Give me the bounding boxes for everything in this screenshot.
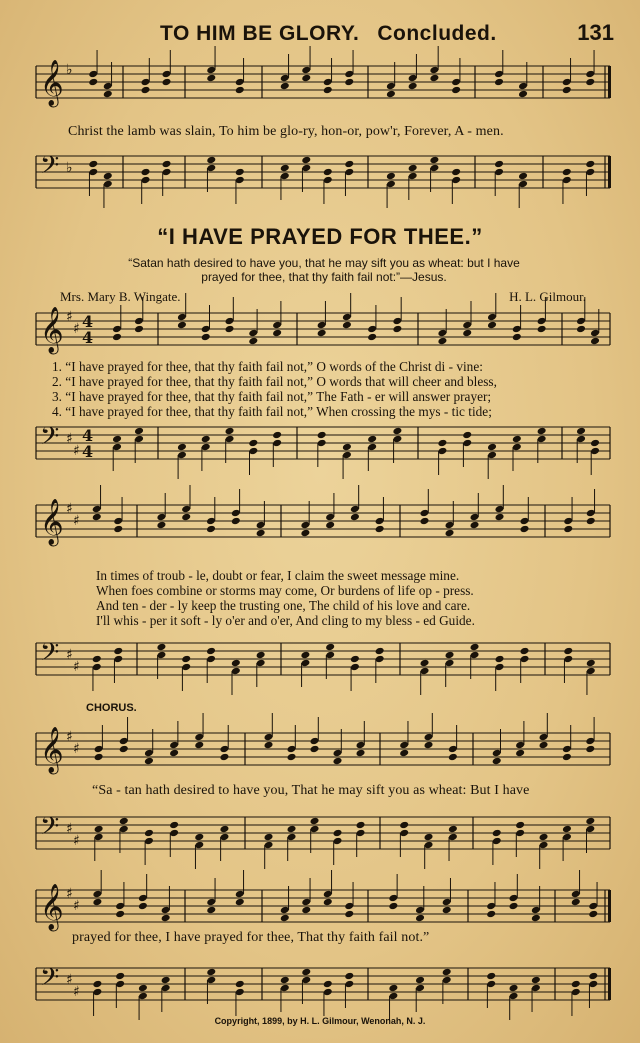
key-signature-icon: ♯	[73, 833, 80, 849]
verse-4-line-b: I'll whis - per it soft - ly o'er and o'er, And cling to my bless - ed Guide.	[96, 613, 475, 628]
page-number: 131	[577, 20, 614, 45]
copyright-notice: Copyright, 1899, by H. L. Gilmour, Wenonah, N. J.	[214, 1016, 426, 1026]
time-signature-icon: 4	[82, 442, 94, 461]
key-signature-icon: ♯	[73, 321, 80, 337]
treble-clef-icon: 𝄞	[40, 60, 64, 106]
epigraph-line-2: prayed for thee, that thy faith fail not:”—Jesus.	[201, 270, 447, 284]
running-subtitle: Concluded.	[377, 22, 497, 45]
bass-clef-icon: 𝄢	[40, 151, 60, 186]
key-signature-icon: ♯	[66, 647, 73, 663]
treble-clef-icon: 𝄞	[40, 499, 64, 545]
concluded-lyric: Christ the lamb was slain, To him be glo-ry, hon-or, pow'r, Forever, A - men.	[68, 124, 504, 139]
notehead-icon	[138, 984, 148, 993]
notehead-icon	[442, 968, 452, 977]
epigraph-line-1: “Satan hath desired to have you, that he may sift you as wheat: but I have	[128, 256, 520, 270]
notehead-icon	[161, 976, 171, 985]
chorus-label: CHORUS.	[86, 702, 137, 714]
key-signature-icon: ♯	[66, 729, 73, 745]
notehead-icon	[588, 972, 598, 981]
composer-credit: H. L. Gilmour.	[509, 289, 586, 304]
bass-clef-icon: 𝄢	[40, 963, 60, 998]
key-signature-icon: ♯	[66, 821, 73, 837]
verse-3-line-b: And ten - der - ly keep the trusting one, The child of his love and care.	[96, 598, 471, 613]
verse-2-line-b: When foes combine or storms may come, Or burdens of life op - press.	[96, 583, 474, 598]
bass-clef-icon: 𝄢	[40, 812, 60, 847]
notehead-icon	[531, 976, 541, 985]
final-bar-thick	[608, 968, 611, 1000]
key-signature-icon: ♯	[73, 659, 80, 675]
verse-1-line-b: In times of troub - le, doubt or fear, I claim the sweet message mine.	[96, 568, 460, 583]
time-signature-icon: 4	[82, 328, 94, 347]
notehead-icon	[571, 980, 581, 989]
notehead-icon	[206, 968, 216, 977]
key-signature-icon: ♯	[66, 972, 73, 988]
notehead-icon	[92, 980, 102, 989]
time-signature-icon: 4	[82, 426, 94, 445]
notehead-icon	[235, 980, 245, 989]
verse-4-line-a: 4. “I have prayed for thee, that thy faith fail not,” When crossing the mys - tic tide;	[52, 404, 492, 419]
notehead-icon	[280, 976, 290, 985]
key-signature-icon: ♯	[66, 431, 73, 447]
bass-clef-icon: 𝄢	[40, 638, 60, 673]
verse-3-line-a: 3. “I have prayed for thee, that thy faith fail not,” The Fath - er will answer prayer;	[52, 389, 492, 404]
running-title: TO HIM BE GLORY.	[160, 22, 360, 45]
treble-clef-icon: 𝄞	[40, 307, 64, 353]
hymn-title: “I HAVE PRAYED FOR THEE.”	[157, 224, 483, 249]
key-signature-icon: ♯	[73, 443, 80, 459]
notehead-icon	[415, 976, 425, 985]
chorus-lyric-2: prayed for thee, I have prayed for thee, That thy faith fail not.”	[72, 930, 430, 945]
key-signature-icon: ♯	[73, 513, 80, 529]
notehead-icon	[301, 968, 311, 977]
bass-clef-icon: 𝄢	[40, 422, 60, 457]
verse-2-line-a: 2. “I have prayed for thee, that thy faith fail not,” O words that will cheer and bless,	[52, 374, 497, 389]
key-signature-icon: ♭	[66, 160, 73, 176]
notehead-icon	[388, 984, 398, 993]
treble-clef-icon: 𝄞	[40, 884, 64, 930]
chorus-lyric-1: “Sa - tan hath desired to have you, That he may sift you as wheat: But I have	[92, 783, 530, 798]
notehead-icon	[323, 980, 333, 989]
notehead-icon	[509, 984, 519, 993]
key-signature-icon: ♯	[66, 309, 73, 325]
time-signature-icon: 4	[82, 312, 94, 331]
treble-clef-icon: 𝄞	[40, 727, 64, 773]
key-signature-icon: ♯	[73, 898, 80, 914]
key-signature-icon: ♯	[66, 886, 73, 902]
key-signature-icon: ♯	[66, 501, 73, 517]
verse-1-line-a: 1. “I have prayed for thee, that thy faith fail not,” O words of the Christ di - vine:	[52, 359, 483, 374]
lyricist-credit: Mrs. Mary B. Wingate.	[60, 289, 181, 304]
notehead-icon	[115, 972, 125, 981]
notehead-icon	[344, 972, 354, 981]
key-signature-icon: ♯	[73, 741, 80, 757]
key-signature-icon: ♭	[66, 62, 73, 78]
key-signature-icon: ♯	[73, 984, 80, 1000]
notehead-icon	[486, 972, 496, 981]
